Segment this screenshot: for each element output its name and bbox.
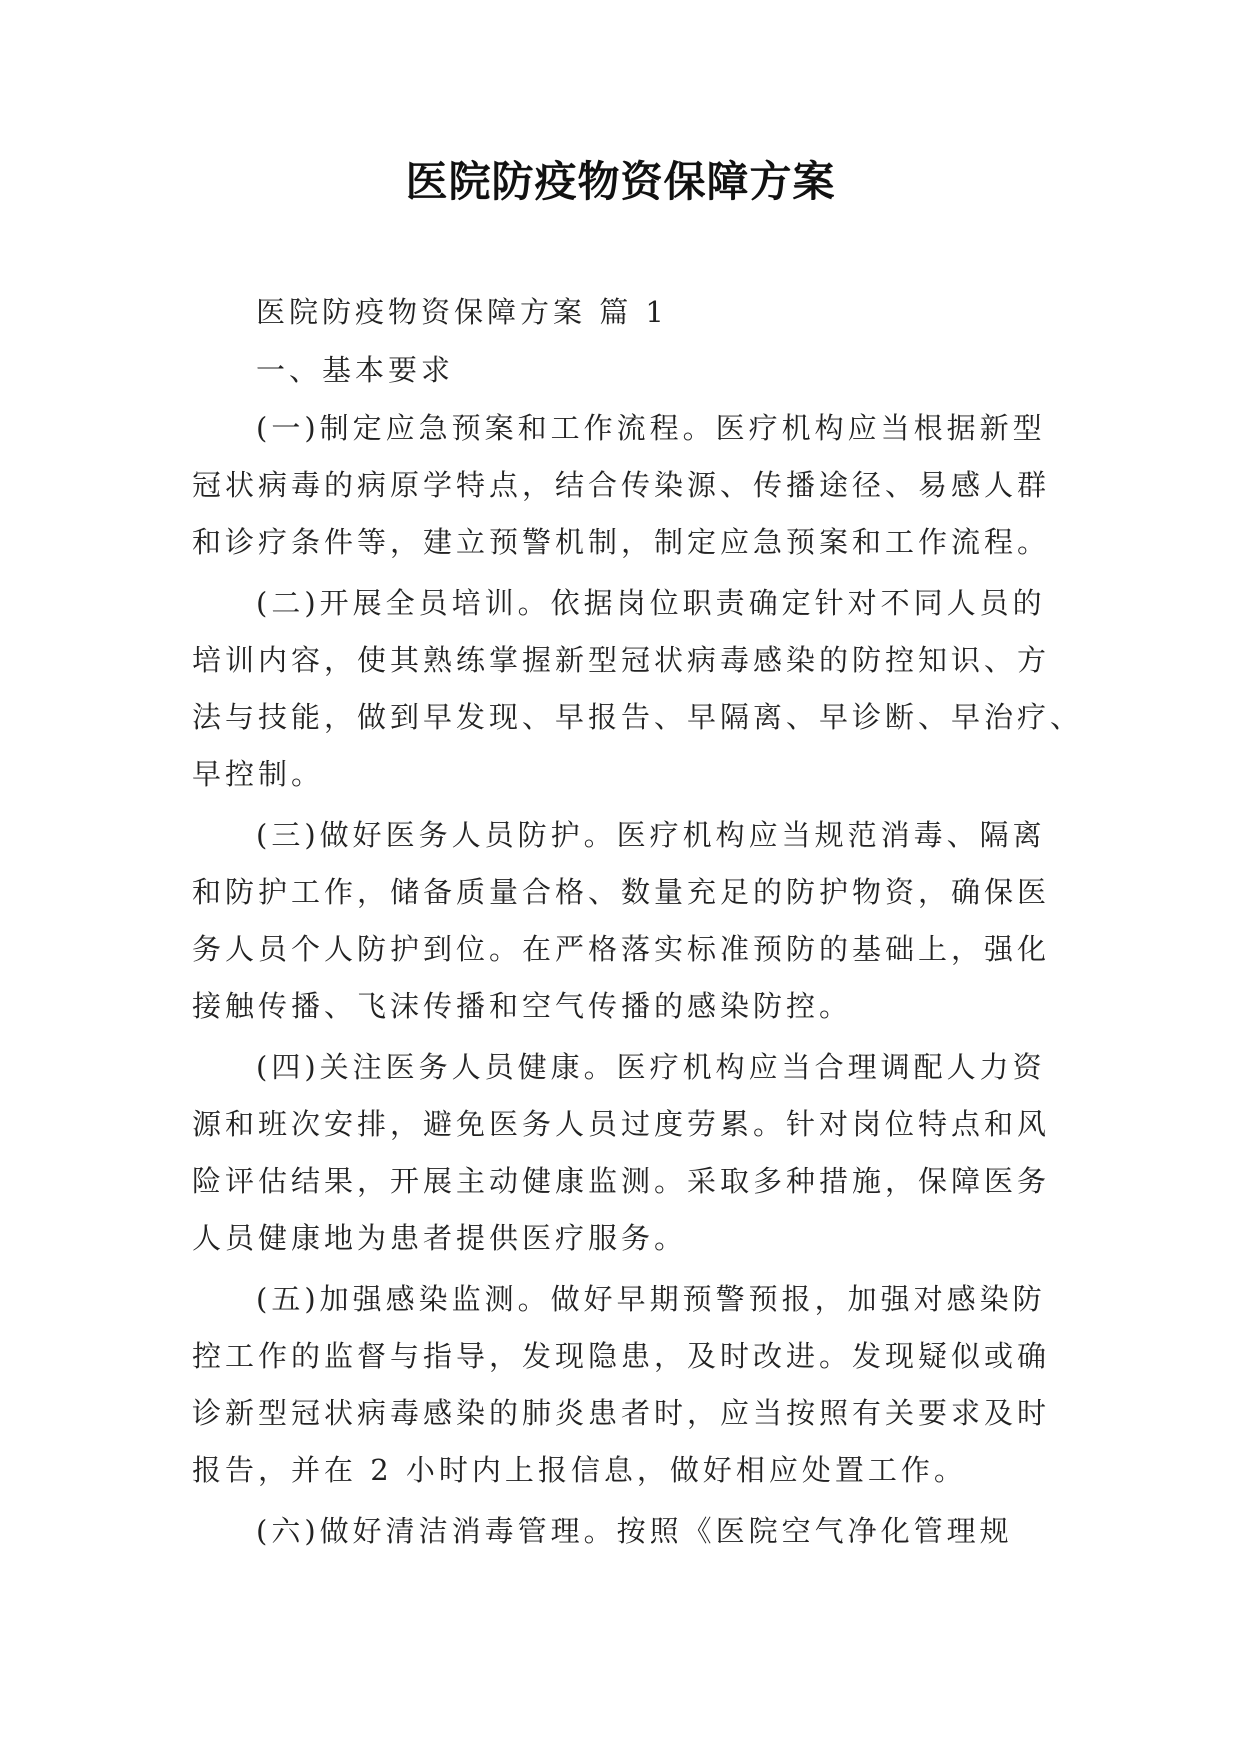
paragraph-line: 法与技能，做到早发现、早报告、早隔离、早诊断、早治疗、 (192, 700, 1084, 734)
paragraph-line: 培训内容，使其熟练掌握新型冠状病毒感染的防控知识、方 (192, 643, 1051, 677)
paragraph-line: 早控制。 (192, 757, 325, 791)
paragraph-line: (二)开展全员培训。依据岗位职责确定针对不同人员的 (256, 586, 1046, 620)
paragraph-line: (六)做好清洁消毒管理。按照《医院空气净化管理规 (256, 1514, 1013, 1548)
section-heading-line: 医院防疫物资保障方案 篇 1 (256, 295, 668, 329)
paragraph-line: 务人员个人防护到位。在严格落实标准预防的基础上，强化 (192, 932, 1051, 966)
paragraph-line: 和防护工作，储备质量合格、数量充足的防护物资，确保医 (192, 875, 1051, 909)
paragraph-line: (一)制定应急预案和工作流程。医疗机构应当根据新型 (256, 411, 1046, 445)
paragraph-line: (四)关注医务人员健康。医疗机构应当合理调配人力资 (256, 1050, 1046, 1084)
paragraph-line: 人员健康地为患者提供医疗服务。 (192, 1221, 688, 1255)
paragraph-line: 冠状病毒的病原学特点，结合传染源、传播途径、易感人群 (192, 468, 1051, 502)
paragraph-line: 控工作的监督与指导，发现隐患，及时改进。发现疑似或确 (192, 1339, 1051, 1373)
paragraph-line: 源和班次安排，避免医务人员过度劳累。针对岗位特点和风 (192, 1107, 1051, 1141)
section-heading-line: 一、基本要求 (256, 353, 455, 387)
paragraph-line: (三)做好医务人员防护。医疗机构应当规范消毒、隔离 (256, 818, 1046, 852)
paragraph-line: (五)加强感染监测。做好早期预警预报，加强对感染防 (256, 1282, 1046, 1316)
paragraph-line: 和诊疗条件等，建立预警机制，制定应急预案和工作流程。 (192, 525, 1051, 559)
paragraph-line: 险评估结果，开展主动健康监测。采取多种措施，保障医务 (192, 1164, 1051, 1198)
paragraph-line: 接触传播、飞沫传播和空气传播的感染防控。 (192, 989, 853, 1023)
paragraph-line: 诊新型冠状病毒感染的肺炎患者时，应当按照有关要求及时 (192, 1396, 1051, 1430)
document-title: 医院防疫物资保障方案 (405, 157, 836, 206)
paragraph-line: 报告，并在 2 小时内上报信息，做好相应处置工作。 (192, 1453, 967, 1487)
